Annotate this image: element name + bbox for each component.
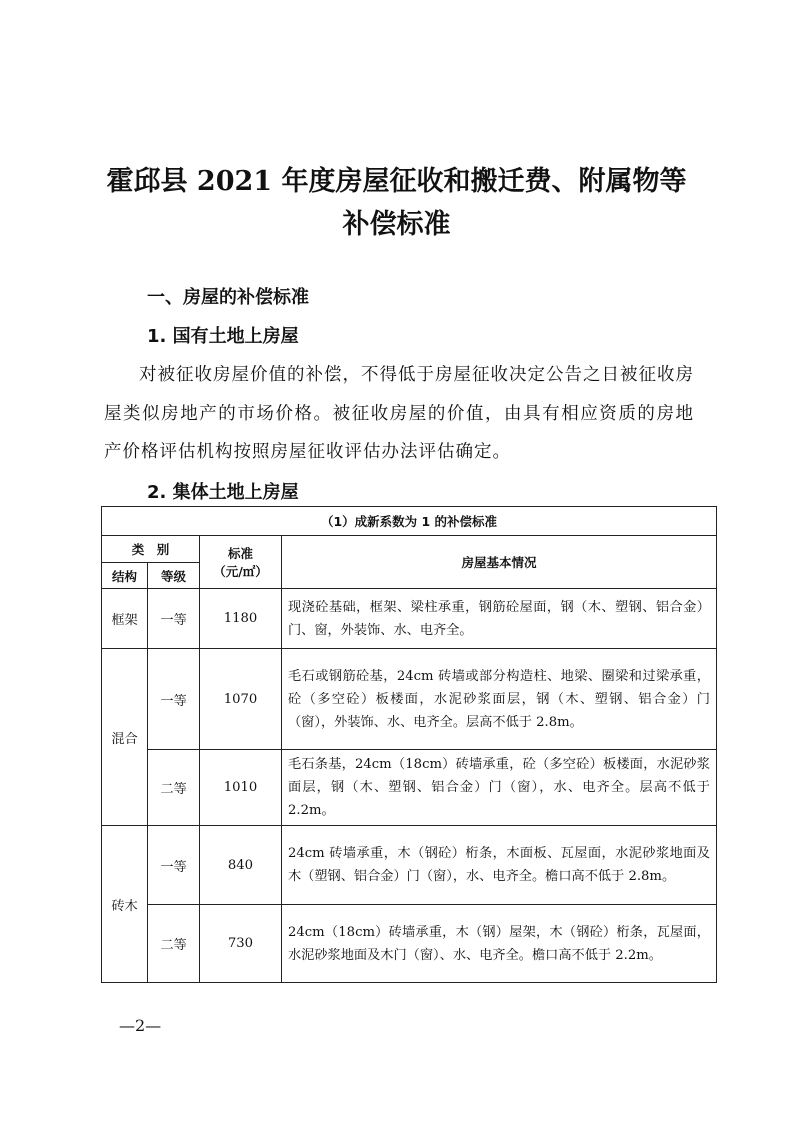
cell-grade: 一等 <box>148 826 200 905</box>
title-line-1: 霍邱县 2021 年度房屋征收和搬迁费、附属物等 <box>106 166 687 197</box>
cell-structure: 框架 <box>102 589 148 649</box>
cell-structure: 混合 <box>102 649 148 826</box>
cell-structure: 砖木 <box>102 826 148 983</box>
table-row <box>102 826 717 905</box>
table-row <box>102 649 717 750</box>
header-standard <box>200 536 282 589</box>
cell-price: 1070 <box>200 649 282 750</box>
cell-grade: 二等 <box>148 905 200 983</box>
document-title <box>60 160 733 246</box>
cell-description: 24cm 砖墙承重，木（钢砼）桁条，木面板、瓦屋面，水泥砂浆地面及木（塑钢、铝合金）门（窗），水、电齐全。檐口高不低于 2.8m。 <box>282 826 717 905</box>
subsection-heading-collective-land: 2. 集体土地上房屋 <box>147 482 299 503</box>
header-standard-unit: （元/㎡） <box>213 564 268 579</box>
cell-grade: 二等 <box>148 750 200 826</box>
header-basic-info: 房屋基本情况 <box>282 536 717 589</box>
table-caption: （1）成新系数为 1 的补偿标准 <box>102 507 717 536</box>
cell-price: 840 <box>200 826 282 905</box>
table-row <box>102 750 717 826</box>
state-land-paragraph <box>104 356 694 472</box>
cell-description: 24cm（18cm）砖墙承重，木（钢）屋架，木（钢砼）桁条，瓦屋面，水泥砂浆地面及木门（窗）、水、电齐全。檐口高不低于 2.2m。 <box>282 905 717 983</box>
cell-grade: 一等 <box>148 649 200 750</box>
cell-price: 730 <box>200 905 282 983</box>
header-structure: 结构 <box>102 563 148 589</box>
cell-grade: 一等 <box>148 589 200 649</box>
compensation-table <box>101 506 717 983</box>
header-standard-label: 标准 <box>227 546 253 561</box>
section-heading-compensation: 一、房屋的补偿标准 <box>147 287 309 308</box>
cell-description: 毛石或钢筋砼基，24cm 砖墙或部分构造柱、地梁、圈梁和过梁承重，砼（多空砼）板楼面，水泥砂浆面层，钢（木、塑钢、铝合金）门（窗），外装饰、水、电齐全。层高不低于 2.8m。 <box>282 649 717 750</box>
page-number: —2— <box>119 1016 162 1035</box>
table-row <box>102 589 717 649</box>
table-row <box>102 905 717 983</box>
cell-price: 1010 <box>200 750 282 826</box>
header-category: 类 别 <box>102 536 200 563</box>
paragraph-text: 对被征收房屋价值的补偿，不得低于房屋征收决定公告之日被征收房屋类似房地产的市场价格。被征收房屋的价值，由具有相应资质的房地产价格评估机构按照房屋征收评估办法评估确定。 <box>104 365 694 462</box>
title-line-2: 补偿标准 <box>342 209 451 240</box>
cell-price: 1180 <box>200 589 282 649</box>
cell-description: 毛石条基，24cm（18cm）砖墙承重，砼（多空砼）板楼面，水泥砂浆面层，钢（木、塑钢、铝合金）门（窗），水、电齐全。层高不低于 2.2m。 <box>282 750 717 826</box>
cell-description: 现浇砼基础，框架、梁柱承重，钢筋砼屋面，钢（木、塑钢、铝合金）门、窗，外装饰、水、电齐全。 <box>282 589 717 649</box>
header-grade: 等级 <box>148 563 200 589</box>
subsection-heading-state-land: 1. 国有土地上房屋 <box>147 326 299 347</box>
